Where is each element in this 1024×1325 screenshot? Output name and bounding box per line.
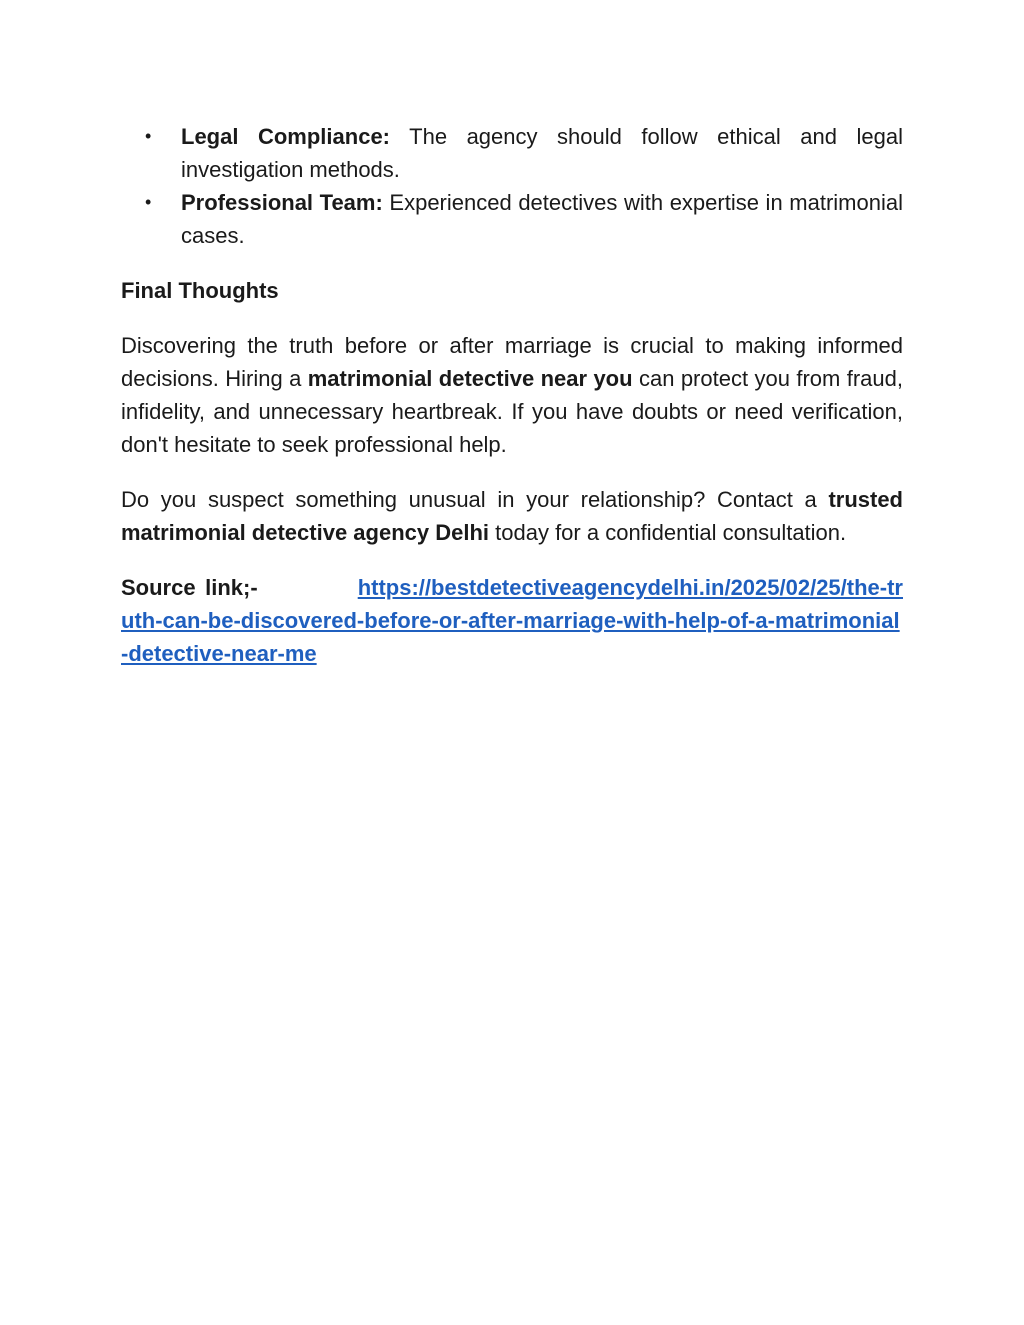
- list-item: [121, 120, 903, 186]
- bullet-icon: •: [145, 192, 152, 212]
- bullet-label: Legal Compliance:: [181, 124, 391, 149]
- paragraph-text: Discovering the truth before or after marriage is crucial to making informed decisions. Hiring a: [121, 333, 903, 391]
- paragraph-text: can protect you from fraud, infidelity, and unnecessary heartbreak. If you have doubts or need verification, don't hesitate to seek professional help.: [121, 366, 903, 457]
- paragraph-text: Do you suspect something unusual in your relationship? Contact a: [121, 487, 829, 512]
- list-item: [121, 186, 903, 252]
- document-page: [121, 120, 903, 670]
- bullet-text: The agency should follow ethical and legal investigation methods.: [181, 124, 903, 182]
- paragraph-keyword: matrimonial detective near you: [307, 366, 633, 391]
- bullet-label: Professional Team:: [181, 190, 383, 215]
- paragraph-text: today for a confidential consultation.: [489, 520, 847, 545]
- paragraph-keyword: trusted matrimonial detective agency Delhi: [121, 487, 903, 545]
- bullet-text: Experienced detectives with expertise in matrimonial cases.: [181, 190, 903, 248]
- section-heading: Final Thoughts: [121, 278, 279, 303]
- paragraph: [121, 329, 903, 461]
- bullet-icon: •: [145, 126, 152, 146]
- paragraph: [121, 483, 903, 549]
- source-label: Source link;-: [121, 575, 258, 600]
- source-line: [121, 571, 903, 670]
- source-link[interactable]: https://bestdetectiveagencydelhi.in/2025/02/25/the-truth-can-be-discovered-before-or-after-marriage-with-help-of-a-matrimonial-detective-near-me: [121, 575, 903, 666]
- bullet-list: [121, 120, 903, 252]
